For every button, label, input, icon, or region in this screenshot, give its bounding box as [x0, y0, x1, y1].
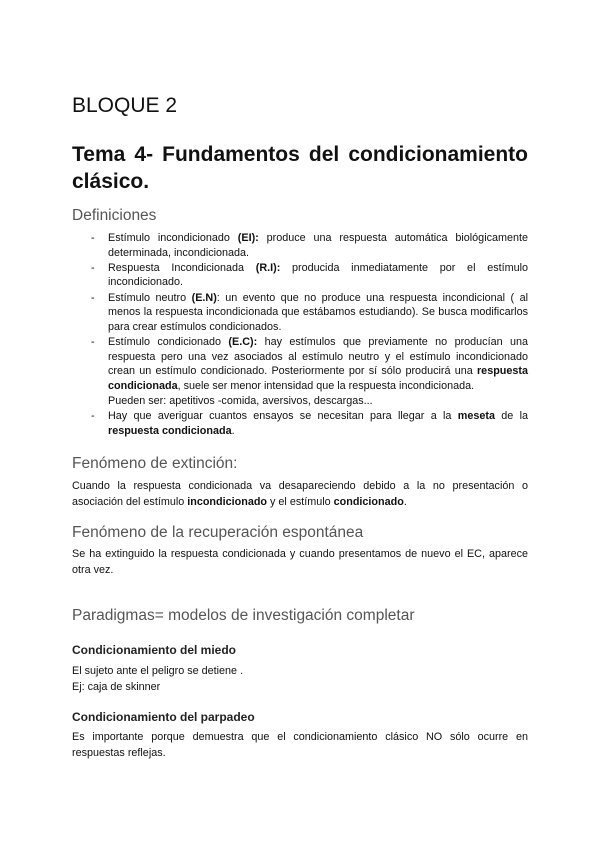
recovery-heading: Fenómeno de la recuperación espontánea [72, 524, 364, 541]
definition-item-ei: - Estímulo incondicionado (EI): produce una respuesta automática biológicamente determinada, incondicionada. [91, 232, 528, 259]
extinction-paragraph: Cuando la respuesta condicionada va desapareciendo debido a la no presentación o asociación del estímulo incondicionado y el estímulo condicionado. [72, 480, 528, 509]
fear-line-1: El sujeto ante el peligro se detiene . [72, 665, 244, 677]
bullet-dash: - [91, 410, 95, 423]
fear-line-2: Ej: caja de skinner [72, 681, 161, 693]
definition-item-ri: - Respuesta Incondicionada (R.I): producida inmediatamente por el estímulo incondicionado. [91, 261, 528, 289]
bullet-dash: - [91, 291, 95, 304]
bullet-dash: - [91, 335, 95, 348]
definitions-heading: Definiciones [72, 207, 157, 224]
bullet-dash: - [91, 232, 95, 244]
fear-heading: Condicionamiento del miedo [72, 643, 237, 657]
bullet-dash: - [91, 261, 95, 274]
definition-item-note: Pueden ser: apetitivos -comida, aversivos, descargas... [108, 394, 373, 407]
block-title: BLOQUE 2 [72, 94, 178, 117]
blink-heading: Condicionamiento del parpadeo [72, 710, 255, 724]
topic-title: Tema 4- Fundamentos del condicionamiento clásico. [72, 143, 528, 193]
paradigms-heading: Paradigmas= modelos de investigación completar [72, 607, 415, 624]
blink-paragraph: Es importante porque demuestra que el condicionamiento clásico NO sólo ocurre en respuestas reflejas. [72, 731, 528, 760]
definition-item-ec: - Estímulo condicionado (E.C): hay estímulos que previamente no producían una respuesta pero una vez asociados al estímulo neutro y el estímulo incondicionado crean un estímulo condicionado. Posteriormente por sí sólo producirá una respuesta condicionada, suele ser menor intensidad que la respuesta incondicionada. [91, 335, 528, 392]
definitions-list [72, 231, 528, 439]
definition-item-meseta: - Hay que averiguar cuantos ensayos se necesitan para llegar a la meseta de la respuesta condicionada. [91, 410, 528, 437]
recovery-paragraph: Se ha extinguido la respuesta condicionada y cuando presentamos de nuevo el EC, aparece otra vez. [72, 548, 528, 577]
definition-item-en: - Estímulo neutro (E.N): un evento que no produce una respuesta incondicional ( al menos la respuesta incondicionada que estábamos estudiando). Se busca modificarlos para crear estímulos condicionados. [91, 291, 528, 333]
extinction-heading: Fenómeno de extinción: [72, 455, 238, 472]
